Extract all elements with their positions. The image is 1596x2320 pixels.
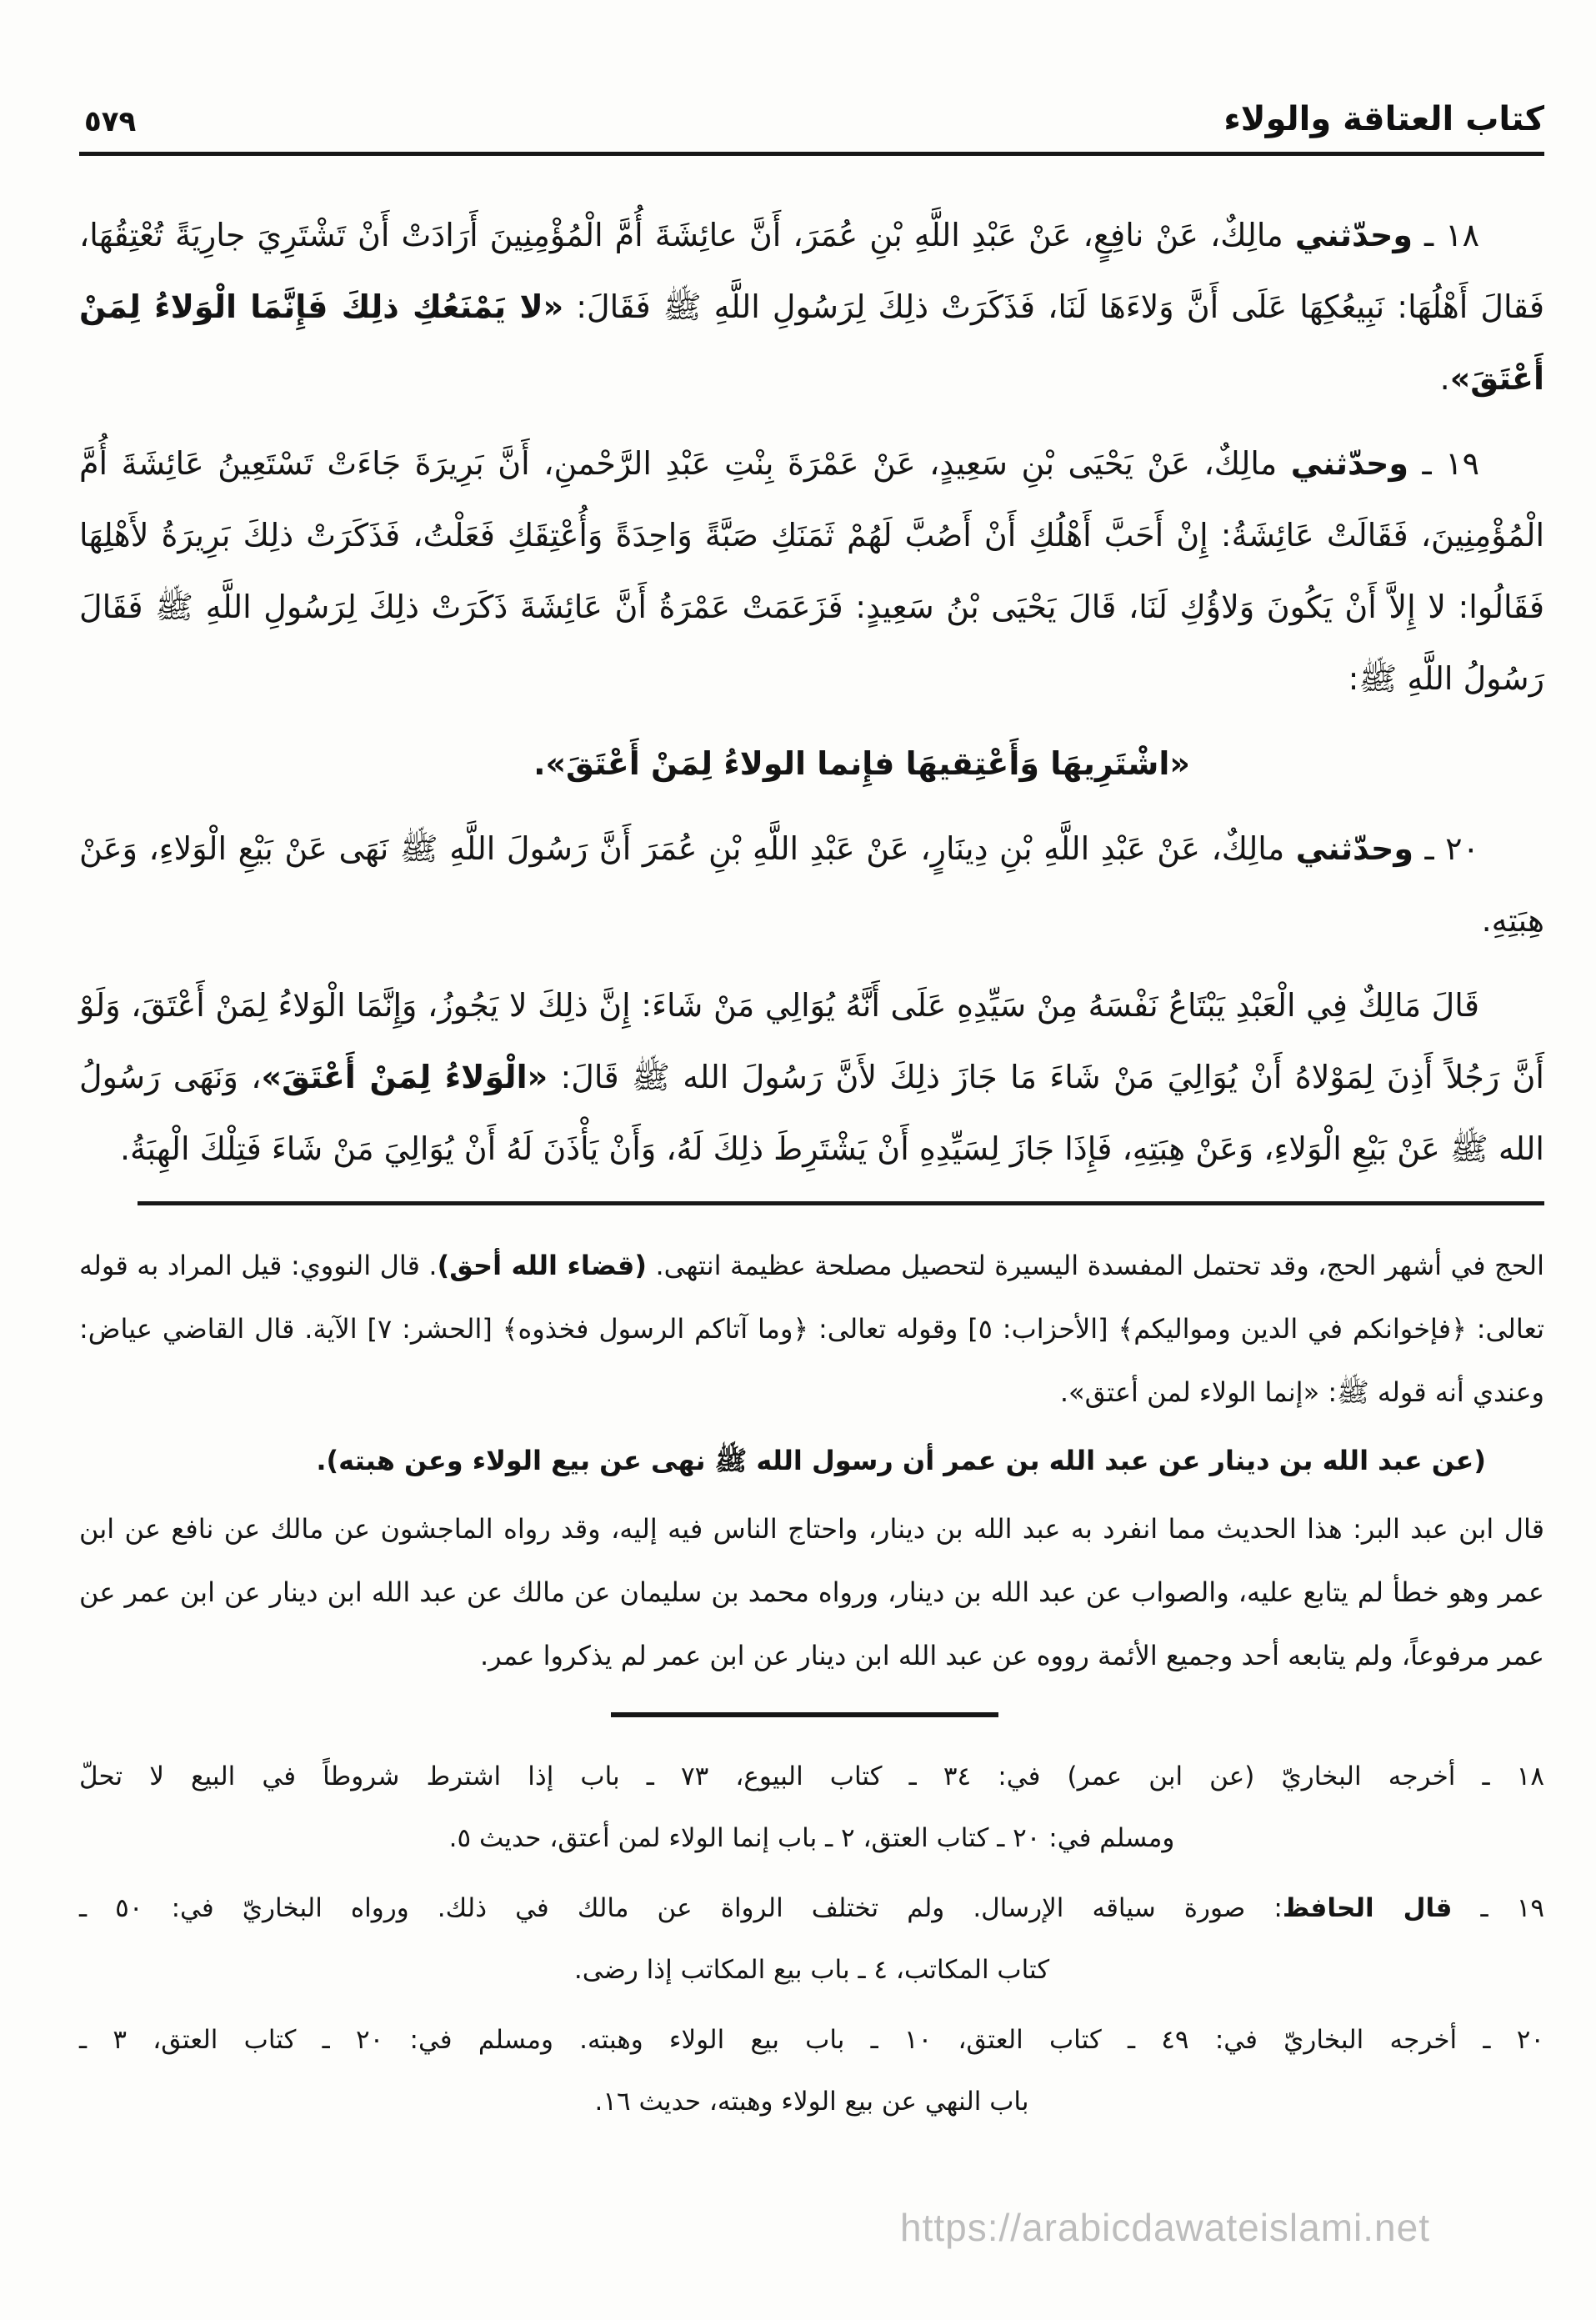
hadith-18-number: ١٨ ـ — [1413, 217, 1479, 253]
reference-19-line2: كتاب المكاتب، ٤ ـ باب بيع المكاتب إذا رضى. — [573, 1955, 1050, 1985]
malik-comment-tail: ، وَنَهَى رَسُولُ الله ﷺ عَنْ بَيْعِ الْوَلاءِ، وَعَنْ هِبَتِهِ، فَإِذَا جَازَ لِسَيِّدِهِ أَنْ يَشْتَرِطَ ذلِكَ لَهُ، وَأَنْ يَأْذَنَ لَهُ أَنْ يُوَالِيَ مَنْ شَاءَ فَتِلْكَ الْهِبَةُ. — [79, 1059, 1544, 1167]
footnote-1-rest: . قال النووي: قيل المراد به قوله تعالى: ﴿فإخوانكم في الدين ومواليكم﴾ [الأحزاب: ٥] وقوله تعالى: ﴿وما آتاكم الرسول فخذوه﴾ [الحشر: ٧] الآية. قال القاضي عياض: وعندي أنه قوله ﷺ: «إنما الولاء لمن أعتق». — [79, 1250, 1545, 1408]
hadith-20-number: ٢٠ ـ — [1413, 830, 1479, 867]
header-rule — [79, 152, 1544, 156]
reference-20-line1: ٢٠ ـ أخرجه البخاريّ في: ٤٩ ـ كتاب العتق، ١٠ ـ باب بيع الولاء وهبته. ومسلم في: ٢٠ ـ كتاب العتق، ٣ ـ — [79, 2025, 1545, 2055]
hadith-19-intro: وحدّثني — [1290, 445, 1408, 482]
hadith-20-paragraph — [79, 813, 1544, 956]
hadith-18-quote: «لا يَمْنَعُكِ ذلِكَ فَإِنَّمَا الْوَلاءُ لِمَنْ أَعْتَقَ» — [79, 288, 1544, 397]
malik-comment-quote: «الْوَلاءُ لِمَنْ أَعْتَقَ» — [261, 1059, 548, 1095]
footnote-paragraph-2: (عن عبد الله بن دينار عن عبد الله بن عمر أن رسول الله ﷺ نهى عن بيع الولاء وعن هبته). — [316, 1445, 1486, 1476]
hadith-18-intro: وحدّثني — [1294, 217, 1413, 253]
footnote-separator-rule — [138, 1201, 1544, 1205]
hadith-19-number: ١٩ ـ — [1408, 445, 1480, 482]
reference-19 — [79, 1877, 1544, 2001]
reference-19-line1 — [79, 1877, 1544, 1939]
hadith-20-matn: مالِكٌ، عَنْ عَبْدِ اللَّهِ بْنِ دِينَارٍ، عَنْ عَبْدِ اللَّهِ بْنِ عُمَرَ أَنَّ رَسُولَ اللَّهِ ﷺ نَهَى عَنْ بَيْعِ الْوَلاءِ، وَعَنْ هِبَتِهِ. — [79, 830, 1544, 939]
malik-comment-paragraph — [79, 970, 1544, 1185]
hadith-19-matn: مالِكٌ، عَنْ يَحْيَى بْنِ سَعِيدٍ، عَنْ عَمْرَةَ بِنْتِ عَبْدِ الرَّحْمنِ، أَنَّ بَرِيرَةَ جَاءَتْ تَسْتَعِينُ عَائِشَةَ أُمَّ الْمُؤْمِنِينَ، فَقَالَتْ عَائِشَةُ: إِنْ أَحَبَّ أَهْلُكِ أَنْ أَصُبَّ لَهُمْ ثَمَنَكِ صَبَّةً وَاحِدَةً وَأُعْتِقَكِ فَعَلْتُ، فَذَكَرَتْ ذلِكَ بَرِيرَةُ لأَهْلِهَا فَقَالُوا: لا إِلاَّ أَنْ يَكُونَ وَلاؤُكِ لَنَا، قَالَ يَحْيَى بْنُ سَعِيدٍ: فَزَعَمَتْ عَمْرَةُ أَنَّ عَائِشَةَ ذَكَرَتْ ذلِكَ لِرَسُولِ اللَّهِ ﷺ فَقَالَ رَسُولُ اللَّهِ ﷺ: — [79, 445, 1544, 697]
hadith-18-tail: . — [1439, 360, 1450, 397]
commentary-footnotes — [79, 1234, 1544, 1687]
malik-comment-lead: قَالَ مَالِكٌ فِي الْعَبْدِ يَبْتَاعُ نَفْسَهُ مِنْ سَيِّدِهِ عَلَى أَنَّهُ يُوَالِي مَنْ شَاءَ: إِنَّ ذلِكَ لا يَجُوزُ، وَإِنَّمَا الْوَلاءُ لِمَنْ أَعْتَقَ، وَلَوْ أَنَّ رَجُلاً أَذِنَ لِمَوْلاهُ أَنْ يُوَالِيَ مَنْ شَاءَ مَا جَازَ ذلِكَ لأَنَّ رَسُولَ الله ﷺ قَالَ: — [79, 987, 1544, 1095]
reference-19-hafiz: قال الحافظ — [1282, 1893, 1453, 1923]
main-text-block — [79, 199, 1544, 1185]
takhrij-references — [79, 1746, 1544, 2132]
footnote-paragraph-1 — [79, 1234, 1544, 1424]
reference-19-rest: : صورة سياقه الإرسال. ولم تختلف الرواة عن مالك في ذلك. ورواه البخاريّ في: ٥٠ ـ — [79, 1893, 1283, 1923]
page-number: ٥٧٩ — [84, 105, 137, 138]
footnote-paragraph-3: قال ابن عبد البر: هذا الحديث مما انفرد به عبد الله بن دينار، واحتاج الناس فيه إليه، وقد رواه الماجشون عن مالك عن نافع عن ابن عمر وهو خطأ لم يتابع عليه، والصواب عن عبد الله بن دينار، ورواه محمد بن سليمان عن مالك عن عبد الله ابن دينار عن ابن عمر عن عمر مرفوعاً، ولم يتابعه أحد وجميع الأئمة رووه عن عبد الله ابن دينار عن ابن عمر لم يذكروا عمر. — [79, 1513, 1544, 1671]
reference-18 — [79, 1746, 1544, 1869]
footnote-1-start: الحج في أشهر الحج، وقد تحتمل المفسدة اليسيرة لتحصيل مصلحة عظيمة انتهى. — [646, 1250, 1545, 1281]
hadith-18-matn: مالِكٌ، عَنْ نافِعٍ، عَنْ عَبْدِ اللَّهِ بْنِ عُمَرَ، أَنَّ عائِشَةَ أُمَّ الْمُؤْمِنِينَ أَرَادَتْ أَنْ تَشْتَرِيَ جارِيَةً تُعْتِقُهَا، فَقالَ أَهْلُهَا: نَبِيعُكِهَا عَلَى أَنَّ وَلاءَهَا لَنَا، فَذَكَرَتْ ذلِكَ لِرَسُولِ اللَّهِ ﷺ فَقَالَ: — [79, 217, 1544, 325]
reference-18-line1: ١٨ ـ أخرجه البخاريّ (عن ابن عمر) في: ٣٤ ـ كتاب البيوع، ٧٣ ـ باب إذا اشترط شروطاً في البيع لا تحلّ — [79, 1761, 1544, 1791]
hadith-19-paragraph — [79, 428, 1544, 714]
hadith-19-quote: «اشْتَرِيهَا وَأَعْتِقيهَا فإِنما الولاءُ لِمَنْ أَعْتَقَ». — [533, 745, 1190, 782]
reference-20-line2: باب النهي عن بيع الولاء وهبته، حديث ١٦. — [594, 2087, 1029, 2117]
hadith-20-intro: وحدّثني — [1295, 830, 1413, 867]
hadith-18-paragraph — [79, 199, 1544, 414]
takhrij-divider-rule — [611, 1712, 998, 1717]
reference-19-number: ١٩ ـ — [1452, 1893, 1545, 1923]
chapter-title: كتاب العتاقة والولاء — [1223, 100, 1544, 138]
page-header — [79, 100, 1544, 138]
reference-18-line2: ومسلم في: ٢٠ ـ كتاب العتق، ٢ ـ باب إنما الولاء لمن أعتق، حديث ٥. — [448, 1823, 1175, 1853]
footnote-1-bold: (قضاء الله أحق) — [437, 1250, 647, 1281]
reference-20 — [79, 2009, 1544, 2132]
site-watermark: https://arabicdawateislami.net — [900, 2206, 1430, 2249]
